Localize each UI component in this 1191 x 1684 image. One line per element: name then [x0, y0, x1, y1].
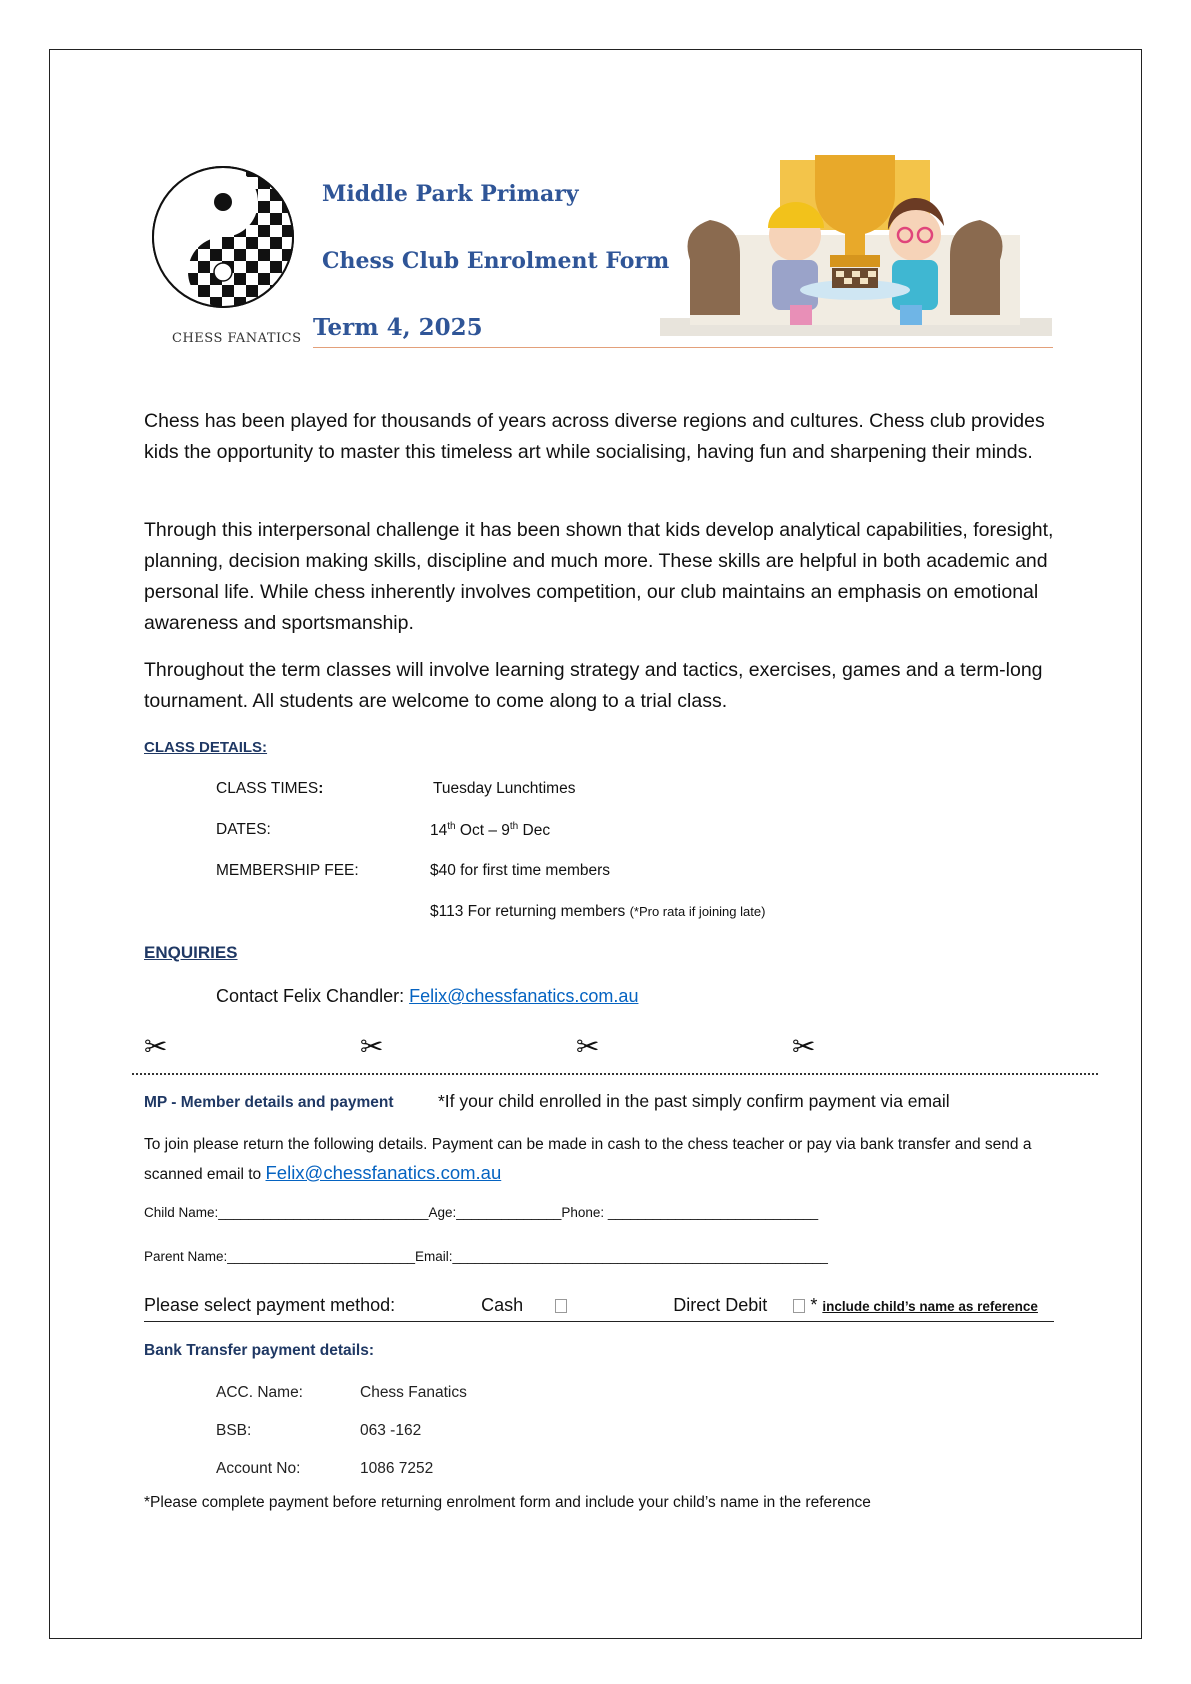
scissors-icon: ✂ [144, 1031, 168, 1062]
bank-transfer-title: Bank Transfer payment details: [144, 1342, 374, 1359]
direct-debit-label: Direct Debit [673, 1295, 768, 1315]
chess-yin-yang-logo-icon [150, 165, 296, 325]
contact-line: Contact Felix Chandler: Felix@chessfanatics.com.au [216, 986, 639, 1006]
returning-member-note: *If your child enrolled in the past simply confirm payment via email [438, 1091, 950, 1111]
contact-email-link[interactable]: Felix@chessfanatics.com.au [409, 986, 639, 1006]
join-instructions: To join please return the following details. Payment can be made in cash to the chess teacher or pay via bank transfer and send a scanned email to Felix@chessfanatics.com.au [144, 1136, 1032, 1183]
account-no-value: 1086 7252 [360, 1460, 434, 1477]
fee-returning: $113 For returning members (*Pro rata if joining late) [430, 903, 766, 920]
payment-method-label: Please select payment method: [144, 1295, 396, 1315]
dates-label: DATES: [216, 821, 271, 838]
direct-debit-checkbox[interactable] [793, 1299, 805, 1313]
scissors-icon: ✂ [792, 1031, 816, 1062]
dates-value: 14th Oct – 9th Dec [430, 821, 551, 840]
intro-paragraph-1: Chess has been played for thousands of years across diverse regions and cultures. Chess club provides kids the opportunity to master this timeless art while socialising, having fun and sharpening their minds. [144, 410, 1045, 463]
class-details-heading: CLASS DETAILS: [144, 739, 268, 756]
parent-details-fields[interactable]: Parent Name:_________________________Email:__________________________________________________ [144, 1249, 828, 1264]
intro-paragraph-2: Through this interpersonal challenge it has been shown that kids develop analytical capabilities, foresight, planning, decision making skills, discipline and much more. These skills are helpful in both academic and personal life. While chess inherently involves competition, our club maintains an emphasis on emotional awareness and sportsmanship. [144, 519, 1054, 634]
child-details-fields[interactable]: Child Name:____________________________Age:______________Phone: ____________________________ [144, 1205, 819, 1220]
join-email-link[interactable]: Felix@chessfanatics.com.au [265, 1162, 502, 1183]
kids-playing-chess-illustration-icon [660, 140, 1052, 345]
bsb-label: BSB: [216, 1422, 252, 1439]
enquiries-heading: ENQUIRIES [144, 943, 238, 962]
class-times-label: CLASS TIMES: [216, 780, 324, 797]
member-details-title: MP - Member details and payment [144, 1094, 394, 1111]
cash-label: Cash [481, 1295, 524, 1315]
membership-fee-label: MEMBERSHIP FEE: [216, 862, 359, 879]
school-name: Middle Park Primary [322, 181, 579, 207]
term-title: Term 4, 2025 [313, 314, 483, 341]
scissors-icon: ✂ [360, 1031, 384, 1062]
acc-name-value: Chess Fanatics [360, 1384, 467, 1401]
bsb-value: 063 -162 [360, 1422, 422, 1439]
payment-footer-note: *Please complete payment before returning enrolment form and include your child’s name in the reference [144, 1494, 871, 1511]
header-rule [313, 347, 1053, 348]
class-times-value: Tuesday Lunchtimes [433, 780, 576, 797]
payment-rule [144, 1321, 1054, 1322]
scissors-icon: ✂ [576, 1031, 600, 1062]
logo-caption: CHESS FANATICS [172, 331, 302, 346]
cut-dotted-line [132, 1073, 1098, 1075]
form-title: Chess Club Enrolment Form [322, 248, 670, 274]
payment-method-row: Please select payment method: Cash Direct Debit * include child’s name as reference [144, 1295, 1038, 1315]
account-no-label: Account No: [216, 1460, 301, 1477]
reference-note: include child’s name as reference [822, 1299, 1038, 1314]
acc-name-label: ACC. Name: [216, 1384, 303, 1401]
fee-first-time: $40 for first time members [430, 862, 611, 879]
intro-paragraph-3: Throughout the term classes will involve learning strategy and tactics, exercises, games and a term-long tournament. All students are welcome to come along to a trial class. [144, 659, 1043, 712]
cash-checkbox[interactable] [555, 1299, 567, 1313]
